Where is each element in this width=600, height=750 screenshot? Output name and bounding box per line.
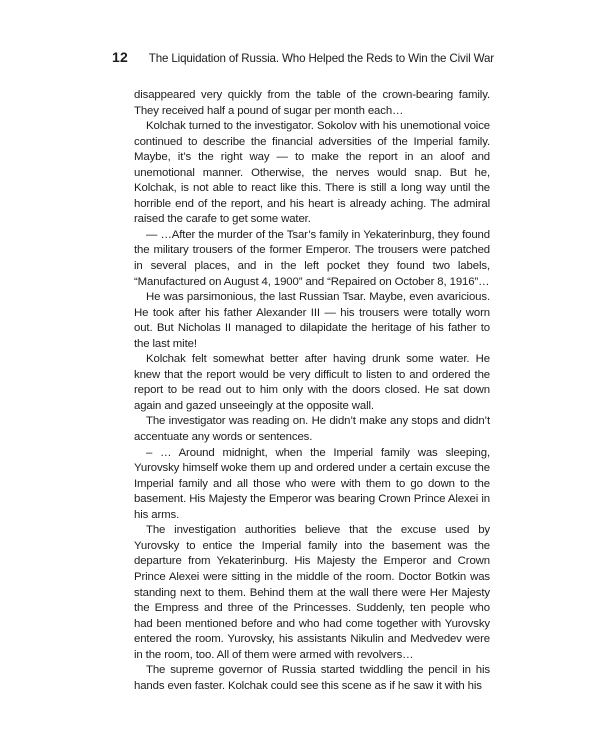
page-header xyxy=(112,49,494,65)
paragraph: disappeared very quickly from the table of the crown-bearing family. They received half a pound of sugar per month each… xyxy=(134,89,490,117)
paragraph: Kolchak turned to the investigator. Sokolov with his unemotional voice continued to describe the financial adversities of the Imperial family. Maybe, it’s the right way — to make the report in an aloof and unemotional manner. Otherwise, the nerves would snap. But he, Kolchak, is not able to react like this. There is still a long way until the horrible end of the report, and his heart is already aching. The admiral raised the carafe to get some water. xyxy=(134,120,490,226)
paragraph: He was parsimonious, the last Russian Tsar. Maybe, even avaricious. He took after his father Alexander III — his trousers were totally worn out. But Nicholas II managed to dilapidate the heritage of his father to the last mite! xyxy=(134,291,490,350)
paragraph: – … Around midnight, when the Imperial family was sleeping, Yurovsky himself woke them up and ordered under a certain excuse the Imperial family and all those who were with them to go down to the basement. His Majesty the Emperor was bearing Crown Prince Alexei in his arms. xyxy=(134,446,490,521)
paragraph: — …After the murder of the Tsar’s family in Yekaterinburg, they found the military trousers of the former Emperor. The trousers were patched in several places, and in the left pocket they found two labels, “Manufactured on August 4, 1900” and “Repaired on October 8, 1916”… xyxy=(134,228,490,288)
paragraph: The investigator was reading on. He didn’t make any stops and didn’t accentuate any words or sentences. xyxy=(134,415,490,444)
paragraph: Kolchak felt somewhat better after having drunk some water. He knew that the report would be very difficult to listen to and ordered the report to be read out to him only with the doors closed. He sat down again and gazed unseeingly at the opposite wall. xyxy=(134,353,490,412)
body-text xyxy=(134,88,490,694)
paragraph: The supreme governor of Russia started twiddling the pencil in his hands even faster. Kolchak could see this scene as if he saw it with his xyxy=(134,664,490,692)
paragraph: The investigation authorities believe that the excuse used by Yurovsky to entice the Imperial family into the basement was the departure from Yekaterinburg. His Majesty the Emperor and Crown Prince Alexei were sitting in the middle of the room. Doctor Botkin was standing next to them. Behind them at the wall there were Her Majesty the Empress and three of the Princesses. Suddenly, ten people who had been mentioned before and who had come together with Yurovsky entered the room. Yurovsky, his assistants Nikulin and Medvedev were in the room, too. All of them were armed with revolvers… xyxy=(134,524,490,661)
running-title: The Liquidation of Russia. Who Helped the Reds to Win the Civil War xyxy=(148,52,494,65)
page-number: 12 xyxy=(112,49,128,65)
